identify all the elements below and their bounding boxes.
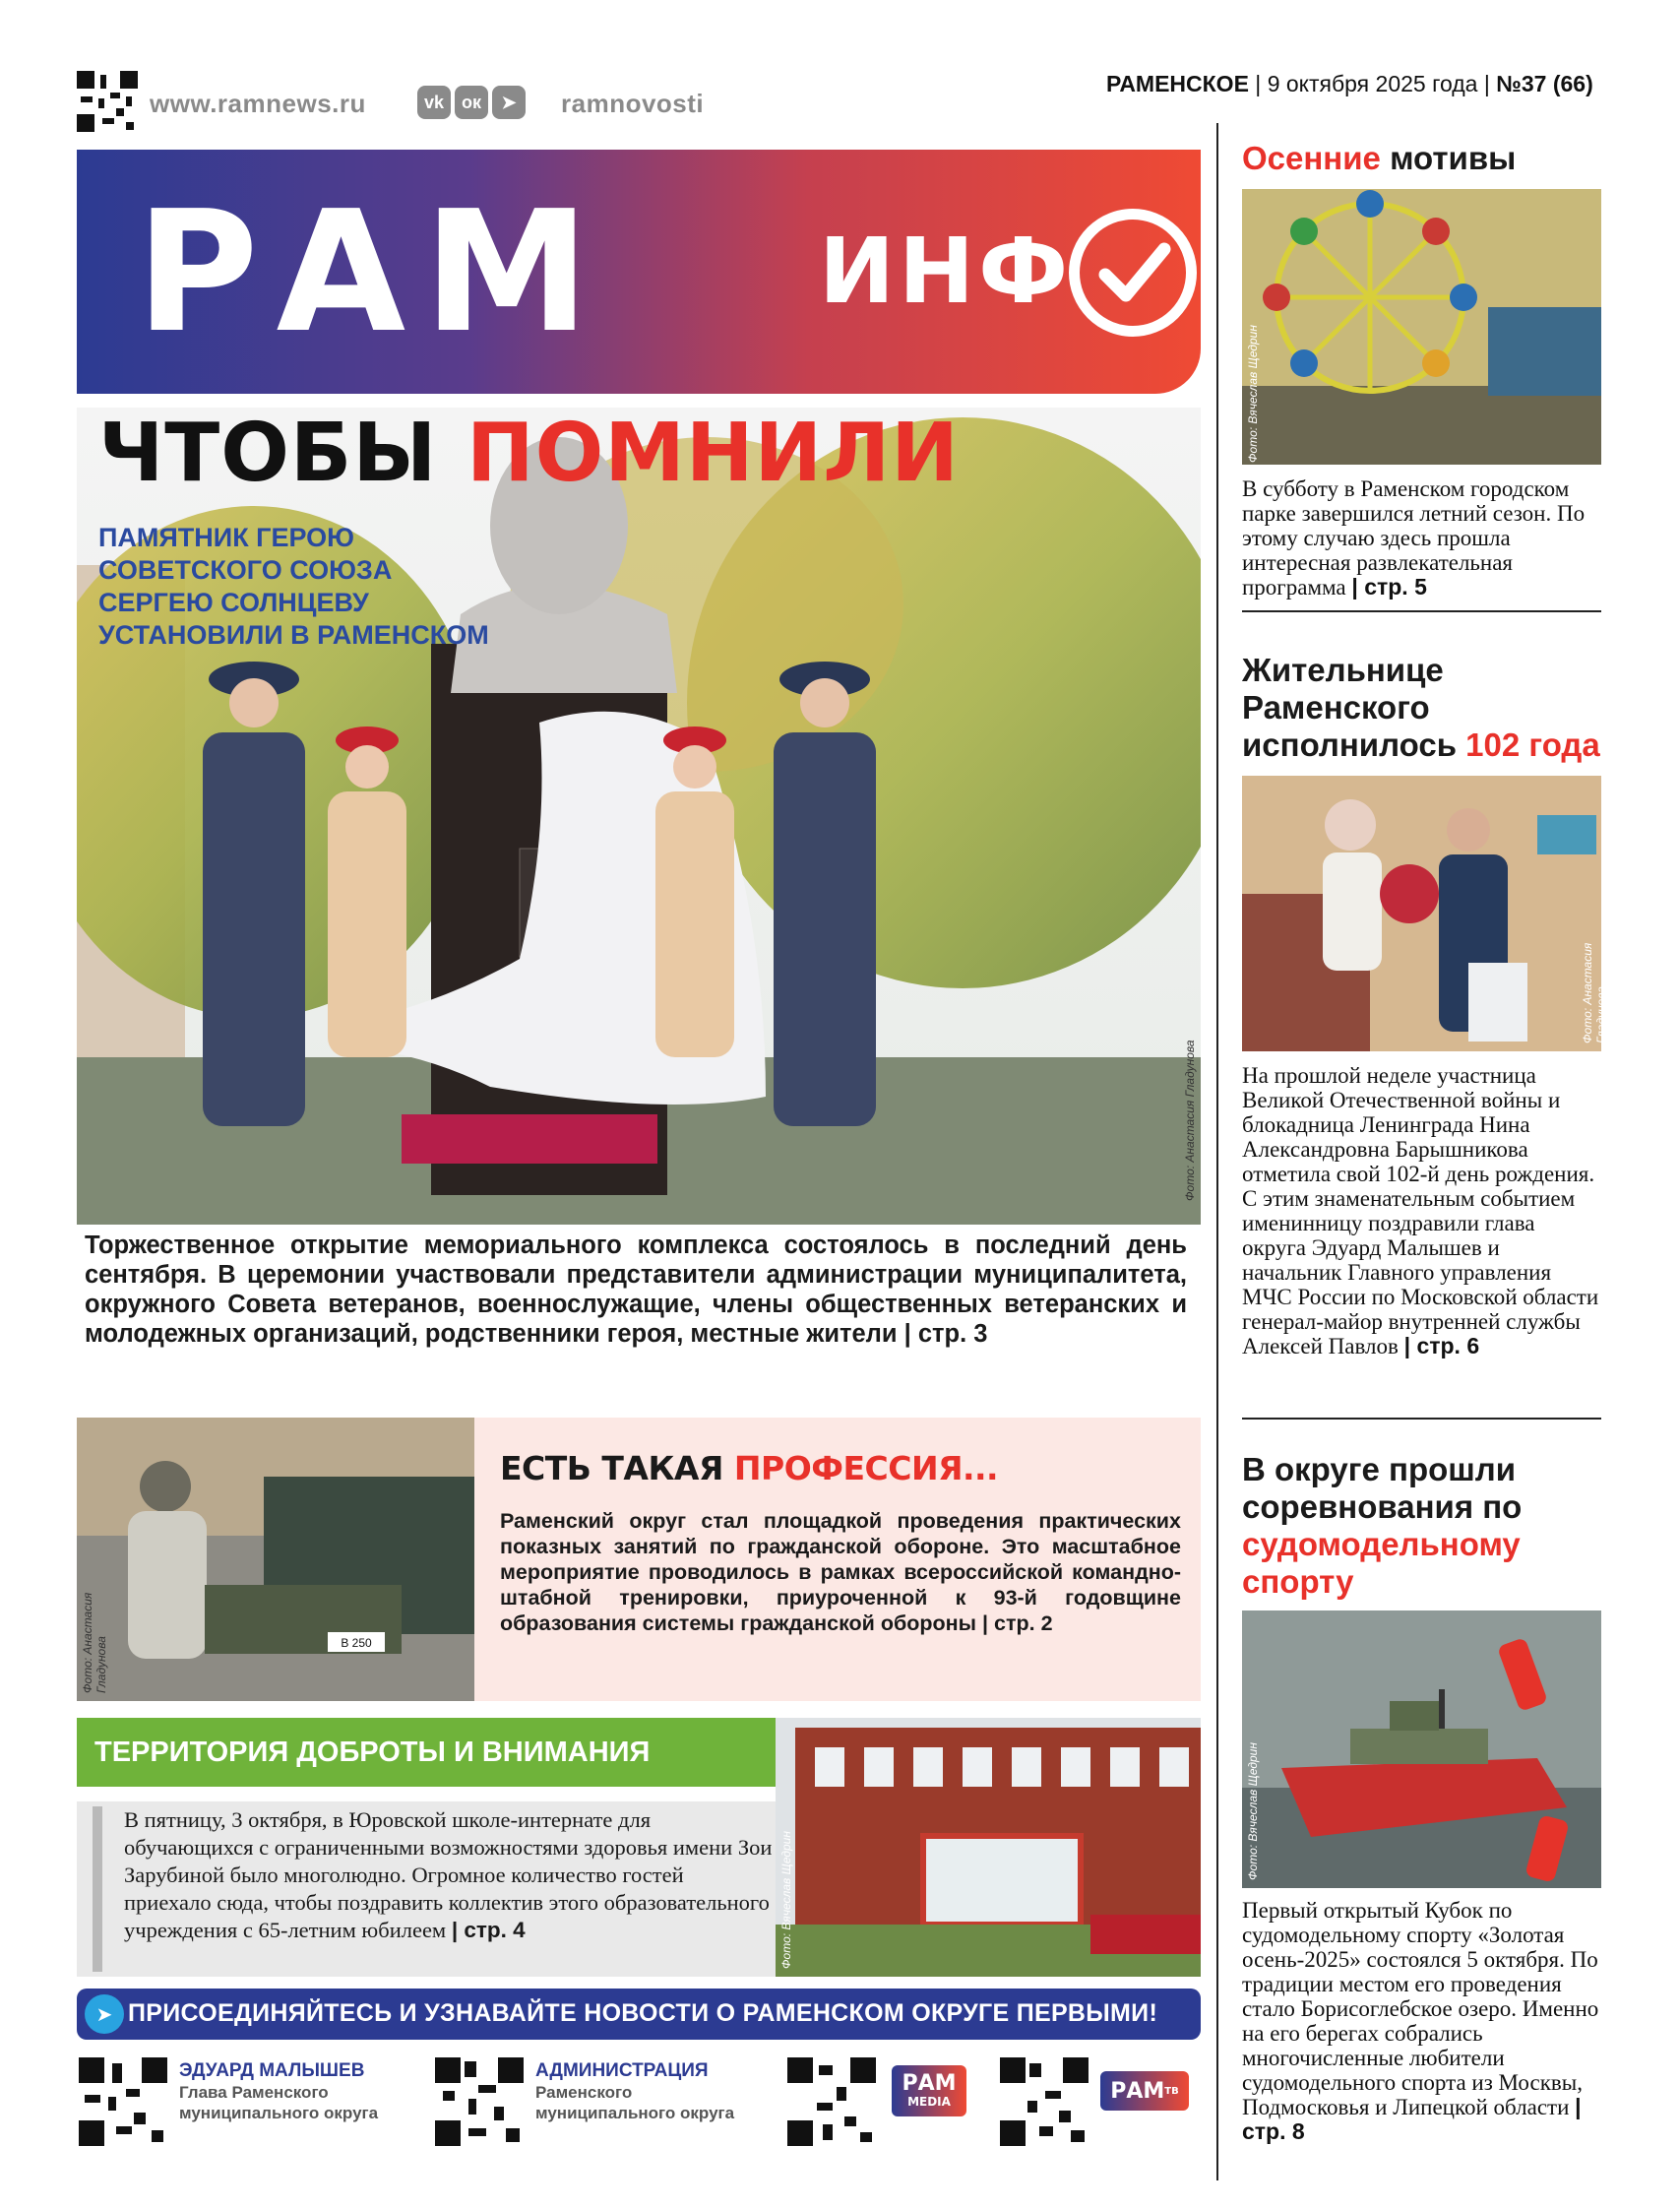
autumn-text: В субботу в Раменском городском парке завершился летний сезон. По этому случаю здесь прошла интересная развлекательная программа | стр. 5 — [1242, 476, 1586, 600]
main-headline — [98, 407, 960, 500]
checkmark-icon — [1069, 209, 1197, 337]
license-plate-text: В 250 — [341, 1636, 372, 1650]
telegram-icon[interactable]: ➤ — [85, 1994, 124, 2034]
header-qr-code[interactable] — [77, 71, 138, 132]
dateline: РАМЕНСКОЕ | 9 октября 2025 года | №37 (66) — [1106, 71, 1593, 96]
headline-part2: ПОМНИЛИ — [466, 407, 960, 500]
social-handle[interactable]: ramnovosti — [561, 89, 705, 118]
contact-administration — [535, 2060, 791, 2123]
masthead — [77, 150, 1201, 394]
join-text[interactable]: ПРИСОЕДИНЯЙТЕСЬ И УЗНАВАЙТЕ НОВОСТИ О РАМЕНСКОМ ОКРУГЕ ПЕРВЫМИ! — [128, 1999, 1158, 2027]
ram-media-logo[interactable]: РАМ MEDIA — [892, 2065, 966, 2116]
dateline-date: 9 октября 2025 года — [1267, 71, 1478, 96]
qr-code-ram-media[interactable] — [787, 2057, 876, 2146]
birthday-title: Жительнице Раменского исполнилось 102 года — [1242, 652, 1600, 763]
profession-page-ref[interactable]: | стр. 2 — [982, 1611, 1053, 1635]
sidebar-divider — [1216, 123, 1218, 2180]
contact-role: Глава Раменского муниципального округа — [179, 2083, 379, 2122]
main-subhead: ПАМЯТНИК ГЕРОЮ СОВЕТСКОГО СОЮЗА СЕРГЕЮ СОЛНЦЕВУ УСТАНОВИЛИ В РАМЕНСКОМ — [98, 523, 489, 650]
contact-role: Раменского муниципального округа — [535, 2083, 735, 2122]
vk-icon[interactable]: vk — [417, 86, 451, 119]
territory-accent-bar — [93, 1806, 102, 1972]
site-url[interactable]: www.ramnews.ru — [150, 89, 366, 118]
dateline-city: РАМЕНСКОЕ — [1106, 71, 1249, 96]
contact-name: АДМИНИСТРАЦИЯ — [535, 2060, 709, 2081]
telegram-icon[interactable]: ➤ — [492, 86, 526, 119]
sidebar-rule-1 — [1242, 610, 1601, 612]
birthday-photo-credit: Фото: Анастасия Гладунова — [1581, 942, 1608, 1043]
profession-title: ЕСТЬ ТАКАЯ ПРОФЕССИЯ... — [500, 1449, 999, 1487]
school-photo-credit: Фото: Вячеслав Щедрин — [779, 1831, 793, 1969]
autumn-photo-credit: Фото: Вячеслав Щедрин — [1246, 325, 1260, 463]
territory-page-ref[interactable]: | стр. 4 — [451, 1918, 526, 1942]
logo-inf: ИНФ — [819, 219, 1073, 324]
contact-name: ЭДУАРД МАЛЫШЕВ — [179, 2060, 365, 2081]
territory-text: В пятницу, 3 октября, в Юровской школе-интернате для обучающихся с ограниченными возможностями здоровья имени Зои Зарубиной было многолюдно. Огромное количество гостей приехало сюда, чтобы поздравить коллектив этого образовательного учреждения с 65-летним юбилеем | стр. 4 — [124, 1807, 773, 1942]
autumn-page-ref[interactable]: | стр. 5 — [1351, 574, 1427, 600]
ships-title: В округе прошли соревнования по судомодельному спорту — [1242, 1451, 1523, 1600]
qr-code-ram-tv[interactable] — [1000, 2057, 1089, 2146]
qr-code-administration[interactable] — [435, 2057, 524, 2146]
autumn-photo — [1242, 189, 1601, 465]
social-icons — [417, 86, 526, 119]
headline-part1: ЧТОБЫ — [98, 407, 438, 500]
school-photo — [776, 1718, 1201, 1977]
profession-photo — [77, 1418, 474, 1701]
main-page-ref[interactable]: | стр. 3 — [903, 1320, 988, 1348]
contact-malyshev — [179, 2060, 435, 2123]
main-lead-text: Торжественное открытие мемориального комплекса состоялось в последний день сентября. В церемонии участвовали представители администрации муниципалитета, окружного Совета ветеранов, военнослужащие, члены общественных ветеранских и молодежных организаций, родственники героя, местные жители | стр. 3 — [85, 1231, 1187, 1348]
autumn-title: Осенние мотивы — [1242, 140, 1517, 176]
birthday-page-ref[interactable]: | стр. 6 — [1403, 1333, 1480, 1358]
ok-icon[interactable]: ок — [455, 86, 488, 119]
sidebar-rule-2 — [1242, 1418, 1601, 1420]
birthday-photo — [1242, 776, 1601, 1051]
territory-title: ТЕРРИТОРИЯ ДОБРОТЫ И ВНИМАНИЯ — [94, 1736, 651, 1768]
qr-code-malyshev[interactable] — [79, 2057, 167, 2146]
profession-photo-credit: Фото: Анастасия Гладунова — [81, 1592, 108, 1693]
ram-tv-logo[interactable]: РАМ ТВ — [1100, 2071, 1189, 2111]
issue-number: №37 (66) — [1496, 71, 1593, 96]
ships-page-ref[interactable]: | стр. 8 — [1242, 2094, 1582, 2144]
ships-text: Первый открытый Кубок по судомодельному спорту «Золотая осень-2025» состоялся 5 октября. По традиции местом его проведения стало Борисоглебское озеро. Именно на его берегах собрались многочисленные любители судомодельного спорта из Москвы, Подмосковья и Липецкой области | стр. 8 — [1242, 1898, 1599, 2144]
logo-ram: РАМ — [136, 175, 608, 370]
main-photo-credit: Фото: Анастасия Гладунова — [1183, 1040, 1197, 1201]
profession-text: Раменский округ стал площадкой проведения практических показных занятий по гражданской обороне. Это масштабное мероприятие проводилось в рамках всероссийской командно-штабной тренировки, приуроченной к 93-й годовщине образования системы гражданской обороны | стр. 2 — [500, 1509, 1181, 1635]
ships-photo-credit: Фото: Вячеслав Щедрин — [1246, 1742, 1260, 1880]
ships-photo — [1242, 1610, 1601, 1888]
birthday-text: На прошлой неделе участница Великой Отечественной войны и блокадница Ленинграда Нина Александровна Барышникова отметила свой 102-й день рождения. С этим знаменательным событием именинницу поздравили глава округа Эдуард Малышев и начальник Главного управления МЧС России по Московской области генерал-майор внутренней службы Алексей Павлов | стр. 6 — [1242, 1063, 1599, 1358]
